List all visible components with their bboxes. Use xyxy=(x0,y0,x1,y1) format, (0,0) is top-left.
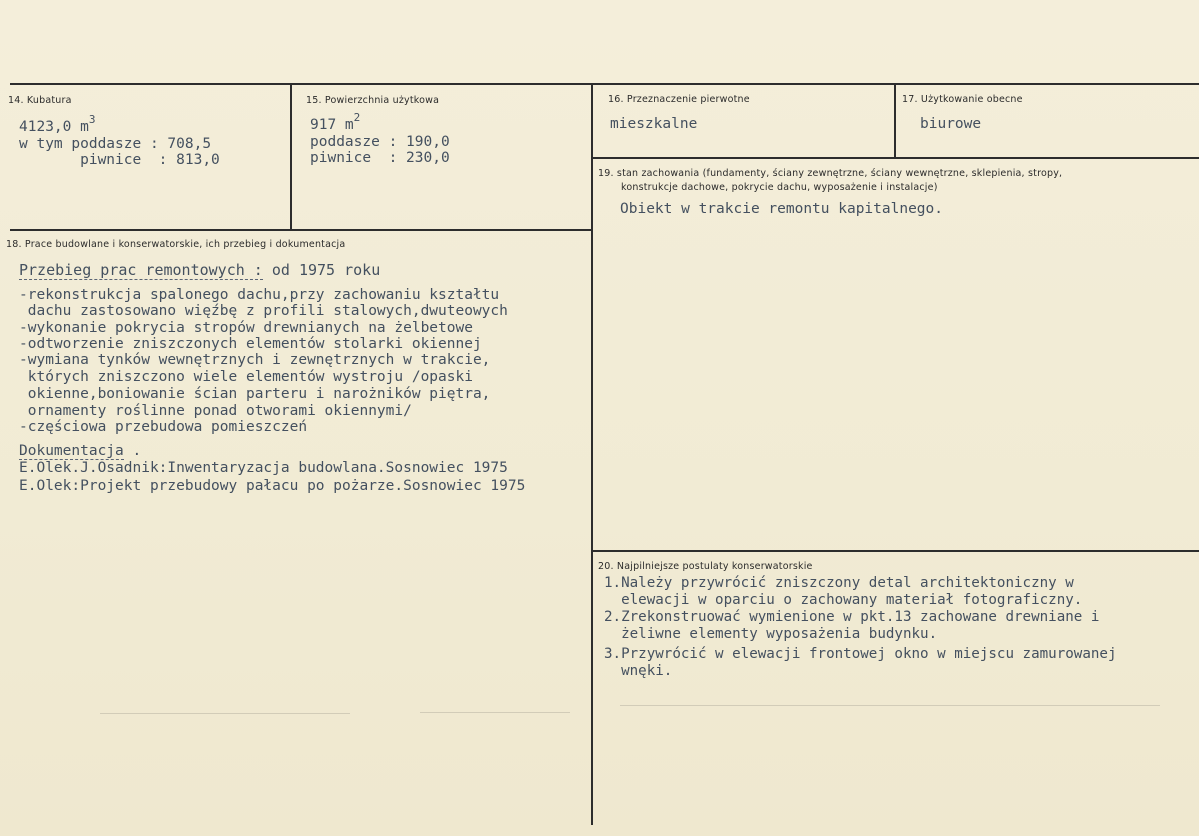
field-18-heading xyxy=(19,262,380,279)
field-15-attic: poddasze : 190,0 xyxy=(310,134,450,150)
field-20-label: 20. Najpilniejsze postulaty konserwatorskie xyxy=(598,561,813,572)
field-19-label: 19. stan zachowania (fundamenty, ściany zewnętrzne, ściany wewnętrzne, sklepienia, stropy, xyxy=(598,168,1063,179)
works-line: których zniszczono wiele elementów wystroju /opaski xyxy=(19,369,473,385)
works-heading-tail: od 1975 roku xyxy=(262,261,381,279)
rule-above-20 xyxy=(592,550,1199,552)
field-16-value: mieszkalne xyxy=(610,116,698,132)
works-line: -rekonstrukcja spalonego dachu,przy zachowaniu kształtu xyxy=(19,287,500,303)
field-19-label-cont: konstrukcje dachowe, pokrycie dachu, wyposażenie i instalacje) xyxy=(621,182,938,193)
works-line: -wymiana tynków wewnętrznych i zewnętrznych w trakcie, xyxy=(19,352,491,368)
field-14-unit-exponent: 3 xyxy=(88,113,96,126)
documentation-line: E.Olek:Projekt przebudowy pałacu po pożarze.Sosnowiec 1975 xyxy=(19,478,526,494)
postulate-line: 1.Należy przywrócić zniszczony detal architektoniczny w xyxy=(604,575,1074,591)
postulate-line: 2.Zrekonstruować wymienione w pkt.13 zachowane drewniane i xyxy=(604,609,1100,625)
postulate-line: 3.Przywrócić w elewacji frontowej okno w miejscu zamurowanej xyxy=(604,646,1117,662)
documentation-heading-text: Dokumentacja xyxy=(19,443,124,459)
ghost-mark xyxy=(420,712,570,713)
works-line: -częściowa przebudowa pomieszczeń xyxy=(19,419,308,435)
rule-under-14-15 xyxy=(10,229,592,231)
documentation-heading xyxy=(19,443,141,460)
field-18-label: 18. Prace budowlane i konserwatorskie, ich przebieg i dokumentacja xyxy=(6,239,346,250)
postulate-line: wnęki. xyxy=(604,663,673,679)
field-15-value xyxy=(310,111,361,134)
documentation-heading-tail: . xyxy=(123,443,142,459)
documentation-line: E.Olek.J.Osadnik:Inwentaryzacja budowlana.Sosnowiec 1975 xyxy=(19,460,508,476)
field-19-value: Obiekt w trakcie remontu kapitalnego. xyxy=(620,201,944,217)
field-17-value: biurowe xyxy=(920,116,982,132)
center-divider xyxy=(591,85,593,825)
ghost-mark xyxy=(620,705,1160,706)
divider-14-15 xyxy=(290,85,292,230)
field-15-unit-exponent: 2 xyxy=(353,111,361,124)
field-16-label: 16. Przeznaczenie pierwotne xyxy=(608,94,750,105)
top-rule xyxy=(10,83,1199,85)
field-14-basement: piwnice : 813,0 xyxy=(19,152,220,168)
works-line: okienne,boniowanie ścian parteru i narożników piętra, xyxy=(19,386,491,402)
field-14-volume: 4123,0 m xyxy=(19,119,89,135)
works-line: -wykonanie pokrycia stropów drewnianych na żelbetowe xyxy=(19,320,473,336)
field-15-area: 917 m xyxy=(310,117,354,133)
postulate-line: żeliwne elementy wyposażenia budynku. xyxy=(604,626,938,642)
field-17-label: 17. Użytkowanie obecne xyxy=(902,94,1023,105)
field-14-label: 14. Kubatura xyxy=(8,95,72,106)
ghost-mark xyxy=(100,713,350,714)
works-line: ornamenty roślinne ponad otworami okiennymi/ xyxy=(19,403,412,419)
works-heading: Przebieg prac remontowych : xyxy=(19,261,263,279)
works-line: dachu zastosowano więźbę z profili stalowych,dwuteowych xyxy=(19,303,508,319)
divider-16-17 xyxy=(894,85,896,158)
field-15-label: 15. Powierzchnia użytkowa xyxy=(306,95,440,106)
field-14-attic: w tym poddasze : 708,5 xyxy=(19,136,212,152)
works-line: -odtworzenie zniszczonych elementów stolarki okiennej xyxy=(19,336,482,352)
field-14-value xyxy=(19,113,96,136)
field-15-basement: piwnice : 230,0 xyxy=(310,150,450,166)
postulate-line: elewacji w oparciu o zachowany materiał fotograficzny. xyxy=(604,592,1083,608)
